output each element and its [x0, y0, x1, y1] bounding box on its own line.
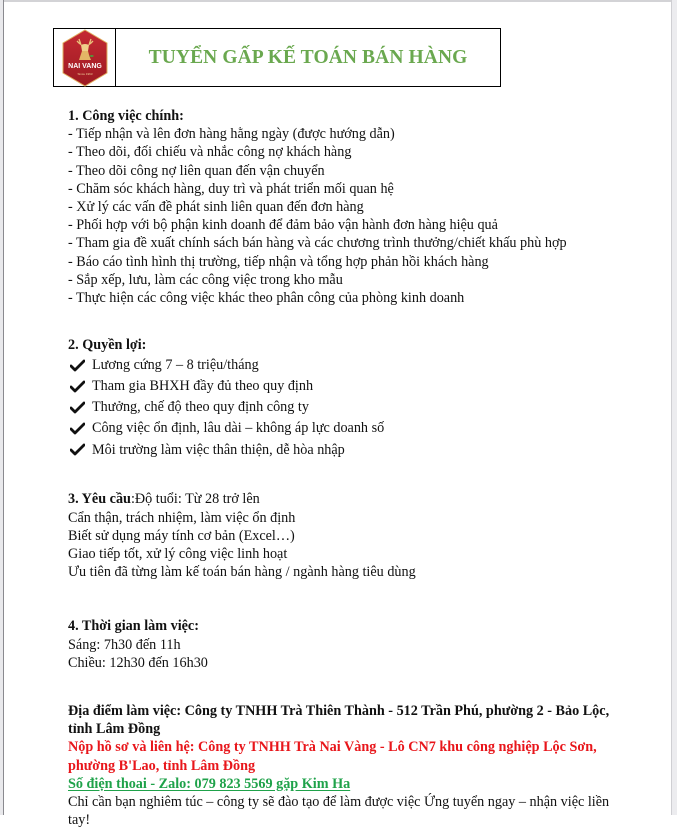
benefit-text: Công việc ổn định, lâu dài – không áp lực doanh số	[92, 420, 385, 437]
header-table	[53, 28, 501, 87]
closing-text: Chỉ cần bạn nghiêm túc – công ty sẽ đào tạo để làm được việc Ứng tuyển ngay – nhận việc liền tay!	[68, 794, 610, 829]
page-title: TUYỂN GẤP KẾ TOÁN BÁN HÀNG	[148, 46, 468, 68]
logo-brand-text: NAI VANG	[67, 62, 102, 70]
logo-tagline-text: Since 1963	[76, 71, 93, 76]
section-heading: 2. Quyền lợi:	[68, 337, 147, 354]
section-main-tasks	[68, 107, 628, 307]
benefit-item	[68, 439, 628, 460]
check-icon	[70, 401, 85, 414]
check-icon	[70, 359, 85, 372]
task-item: - Theo dõi công nợ liên quan đến vận chuyển	[68, 162, 325, 179]
requirement-item: Cẩn thận, trách nhiệm, làm việc ổn định	[68, 509, 296, 526]
task-item: - Theo dõi, đối chiếu và nhắc công nợ khách hàng	[68, 144, 352, 161]
task-item: - Chăm sóc khách hàng, duy trì và phát triển mối quan hệ	[68, 180, 394, 197]
logo-cell	[54, 29, 116, 86]
benefit-item	[68, 354, 628, 375]
phone-zalo-link[interactable]: Số điện thoai - Zalo: 079 823 5569 gặp Kim Ha	[68, 775, 351, 792]
check-icon	[70, 422, 85, 435]
page-left-edge	[3, 0, 4, 815]
task-item: - Phối hợp với bộ phận kinh doanh để đảm bảo vận hành đơn hàng hiệu quả	[68, 217, 498, 234]
benefit-text: Môi trường làm việc thân thiện, dễ hòa nhập	[92, 441, 345, 458]
requirement-age: :Độ tuổi: Từ 28 trở lên	[130, 491, 260, 508]
page-right-edge	[671, 0, 672, 815]
workplace-address: Địa điểm làm việc: Công ty TNHH Trà Thiên Thành - 512 Trần Phú, phường 2 - Bảo Lộc, tỉnh Lâm Đồng	[68, 703, 610, 738]
task-item: - Tiếp nhận và lên đơn hàng hằng ngày (được hướng dẫn)	[68, 126, 395, 143]
hours-item: Sáng: 7h30 đến 11h	[68, 636, 181, 653]
benefit-item	[68, 418, 628, 439]
requirement-item: Biết sử dụng máy tính cơ bản (Excel…)	[68, 527, 295, 544]
section-heading: 4. Thời gian làm việc:	[68, 618, 199, 635]
task-item: - Tham gia đề xuất chính sách bán hàng và các chương trình thưởng/chiết khấu phù hợp	[68, 235, 567, 252]
task-item: - Xử lý các vấn đề phát sinh liên quan đến đơn hàng	[68, 199, 364, 216]
benefit-text: Thưởng, chế độ theo quy định công ty	[92, 399, 309, 416]
section-heading: 1. Công việc chính:	[68, 108, 184, 124]
task-item: - Sắp xếp, lưu, làm các công việc trong kho mẫu	[68, 271, 343, 288]
benefit-item	[68, 397, 628, 418]
title-cell	[116, 29, 500, 86]
nai-vang-logo	[62, 29, 108, 87]
section-requirements	[68, 490, 628, 581]
hours-item: Chiều: 12h30 đến 16h30	[68, 654, 208, 671]
check-icon	[70, 380, 85, 393]
task-item: - Thực hiện các công việc khác theo phân công của phòng kinh doanh	[68, 290, 465, 307]
application-contact: Nộp hồ sơ và liên hệ: Công ty TNHH Trà Nai Vàng - Lô CN7 khu công nghiệp Lộc Sơn, phường B'Lao, tỉnh Lâm Đồng	[68, 739, 597, 774]
benefit-text: Tham gia BHXH đầy đủ theo quy định	[92, 378, 314, 395]
requirement-item: Giao tiếp tốt, xử lý công việc linh hoạt	[68, 545, 288, 562]
document-body	[68, 107, 628, 829]
benefit-item	[68, 376, 628, 397]
requirement-item: Ưu tiên đã từng làm kế toán bán hàng / ngành hàng tiêu dùng	[68, 564, 416, 581]
window-top-border	[0, 0, 677, 2]
section-heading: 3. Yêu cầu	[68, 491, 131, 508]
section-benefits	[68, 336, 628, 460]
benefit-text: Lương cứng 7 – 8 triệu/tháng	[92, 356, 259, 373]
requirements-first-line	[68, 490, 628, 508]
section-working-hours	[68, 617, 628, 672]
check-icon	[70, 443, 85, 456]
task-item: - Báo cáo tình hình thị trường, tiếp nhận và tổng hợp phản hồi khách hàng	[68, 253, 489, 270]
contact-block	[68, 702, 628, 829]
